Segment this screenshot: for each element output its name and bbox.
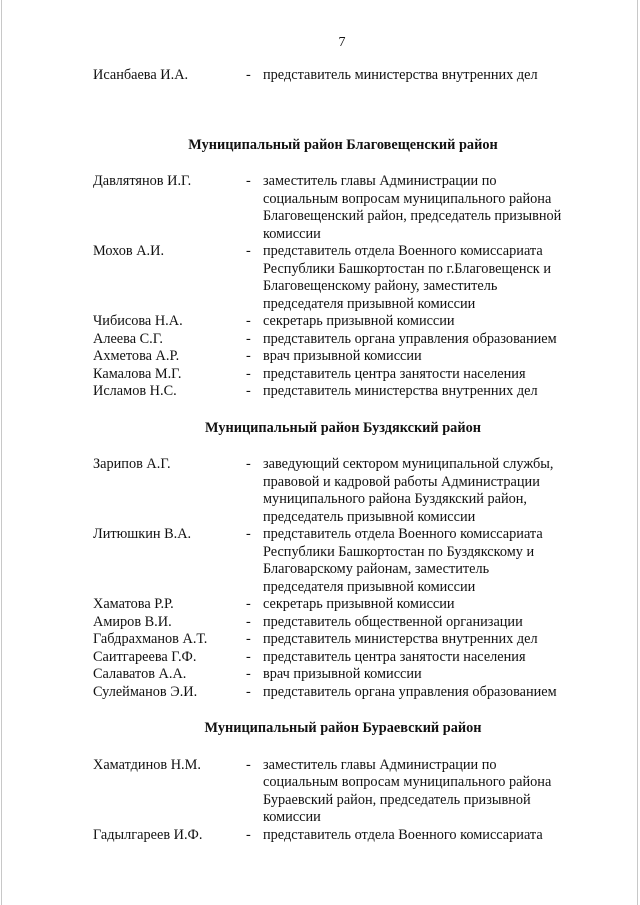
member-role: представитель органа управления образованием	[263, 330, 557, 347]
member-name: Зарипов А.Г.	[93, 456, 171, 472]
left-scan-edge	[1, 0, 2, 905]
member-name: Амиров В.И.	[93, 613, 172, 630]
member-name: Камалова М.Г.	[93, 365, 182, 382]
member-role: врач призывной комиссии	[263, 348, 422, 364]
member-row	[93, 243, 593, 313]
member-row	[93, 313, 593, 331]
member-role: представитель центра занятости населения	[263, 648, 526, 665]
member-role: заведующий сектором муниципальной службы, правовой и кадровой работы Администрации муниципального района Буздякский район, председатель призывной комиссии	[263, 456, 554, 525]
member-name: Гадылгареев И.Ф.	[93, 826, 203, 843]
dash-separator: -	[246, 683, 251, 700]
member-row	[93, 684, 593, 702]
dash-separator: -	[246, 173, 251, 189]
member-role: представитель министерства внутренних дел	[263, 631, 538, 647]
dash-separator: -	[246, 613, 251, 630]
member-name: Ахметова А.Р.	[93, 348, 180, 364]
member-row	[93, 631, 593, 649]
member-list	[93, 67, 593, 85]
dash-separator: -	[246, 826, 251, 843]
member-role: врач призывной комиссии	[263, 666, 422, 682]
member-row	[93, 456, 593, 526]
member-row	[93, 614, 593, 632]
member-name: Исламов Н.С.	[93, 383, 177, 399]
member-role: представитель отдела Военного комиссариата Республики Башкортостан по г.Благовещенск и Благовещенскому району, заместитель председателя призывной комиссии	[263, 243, 551, 312]
member-role: представитель отдела Военного комиссариата Республики Башкортостан по Буздякскому и Благоварскому районам, заместитель председателя призывной комиссии	[263, 526, 543, 595]
member-row	[93, 331, 593, 349]
dash-separator: -	[246, 330, 251, 347]
dash-separator: -	[246, 243, 251, 259]
member-name: Исанбаева И.А.	[93, 67, 189, 83]
member-role: представитель органа управления образованием	[263, 683, 557, 700]
member-role: представитель отдела Военного комиссариата	[263, 826, 543, 843]
dash-separator: -	[246, 631, 251, 647]
dash-separator: -	[246, 648, 251, 665]
member-name: Алеева С.Г.	[93, 330, 163, 347]
member-row	[93, 649, 593, 667]
dash-separator: -	[246, 526, 251, 542]
section-heading: Муниципальный район Буздякский район	[205, 419, 481, 436]
dash-separator: -	[246, 67, 251, 83]
member-row	[93, 348, 593, 366]
dash-separator: -	[246, 756, 251, 773]
member-name: Литюшкин В.А.	[93, 526, 192, 542]
dash-separator: -	[246, 383, 251, 399]
member-name: Давлятянов И.Г.	[93, 173, 192, 189]
member-role: представитель общественной организации	[263, 613, 523, 630]
member-role: представитель центра занятости населения	[263, 365, 526, 382]
document-body	[93, 67, 593, 844]
district-section	[93, 420, 593, 702]
member-name: Хаматдинов Н.М.	[93, 756, 201, 773]
member-role: секретарь призывной комиссии	[263, 313, 455, 329]
member-row	[93, 596, 593, 614]
member-row	[93, 827, 593, 845]
dash-separator: -	[246, 348, 251, 364]
dash-separator: -	[246, 456, 251, 472]
dash-separator: -	[246, 596, 251, 612]
district-section	[93, 137, 593, 401]
member-row	[93, 666, 593, 684]
page-number: 7	[338, 35, 346, 50]
section-heading: Муниципальный район Бураевский район	[204, 720, 482, 736]
member-role: секретарь призывной комиссии	[263, 596, 455, 612]
member-name: Салаватов А.А.	[93, 666, 187, 682]
member-row	[93, 173, 593, 243]
member-row	[93, 757, 593, 827]
member-role: заместитель главы Администрации по социальным вопросам муниципального района Благовещенский район, председатель призывной комиссии	[263, 173, 562, 242]
member-row	[93, 526, 593, 596]
member-name: Хаматова Р.Р.	[93, 596, 174, 612]
member-role: заместитель главы Администрации по социальным вопросам муниципального района Бураевский район, председатель призывной комиссии	[263, 756, 552, 825]
member-row	[93, 383, 593, 401]
member-name: Чибисова Н.А.	[93, 313, 183, 329]
dash-separator: -	[246, 666, 251, 682]
member-row	[93, 366, 593, 384]
district-section	[93, 720, 593, 844]
member-role: представитель министерства внутренних дел	[263, 383, 538, 399]
member-name: Габдрахманов А.Т.	[93, 631, 208, 647]
section-heading: Муниципальный район Благовещенский район	[188, 136, 498, 153]
dash-separator: -	[246, 365, 251, 382]
member-role: представитель министерства внутренних дел	[263, 67, 538, 83]
right-scan-edge	[637, 0, 638, 905]
member-name: Сулейманов Э.И.	[93, 683, 198, 700]
member-name: Саитгареева Г.Ф.	[93, 648, 197, 665]
member-name: Мохов А.И.	[93, 243, 165, 259]
member-row	[93, 67, 593, 85]
dash-separator: -	[246, 313, 251, 329]
